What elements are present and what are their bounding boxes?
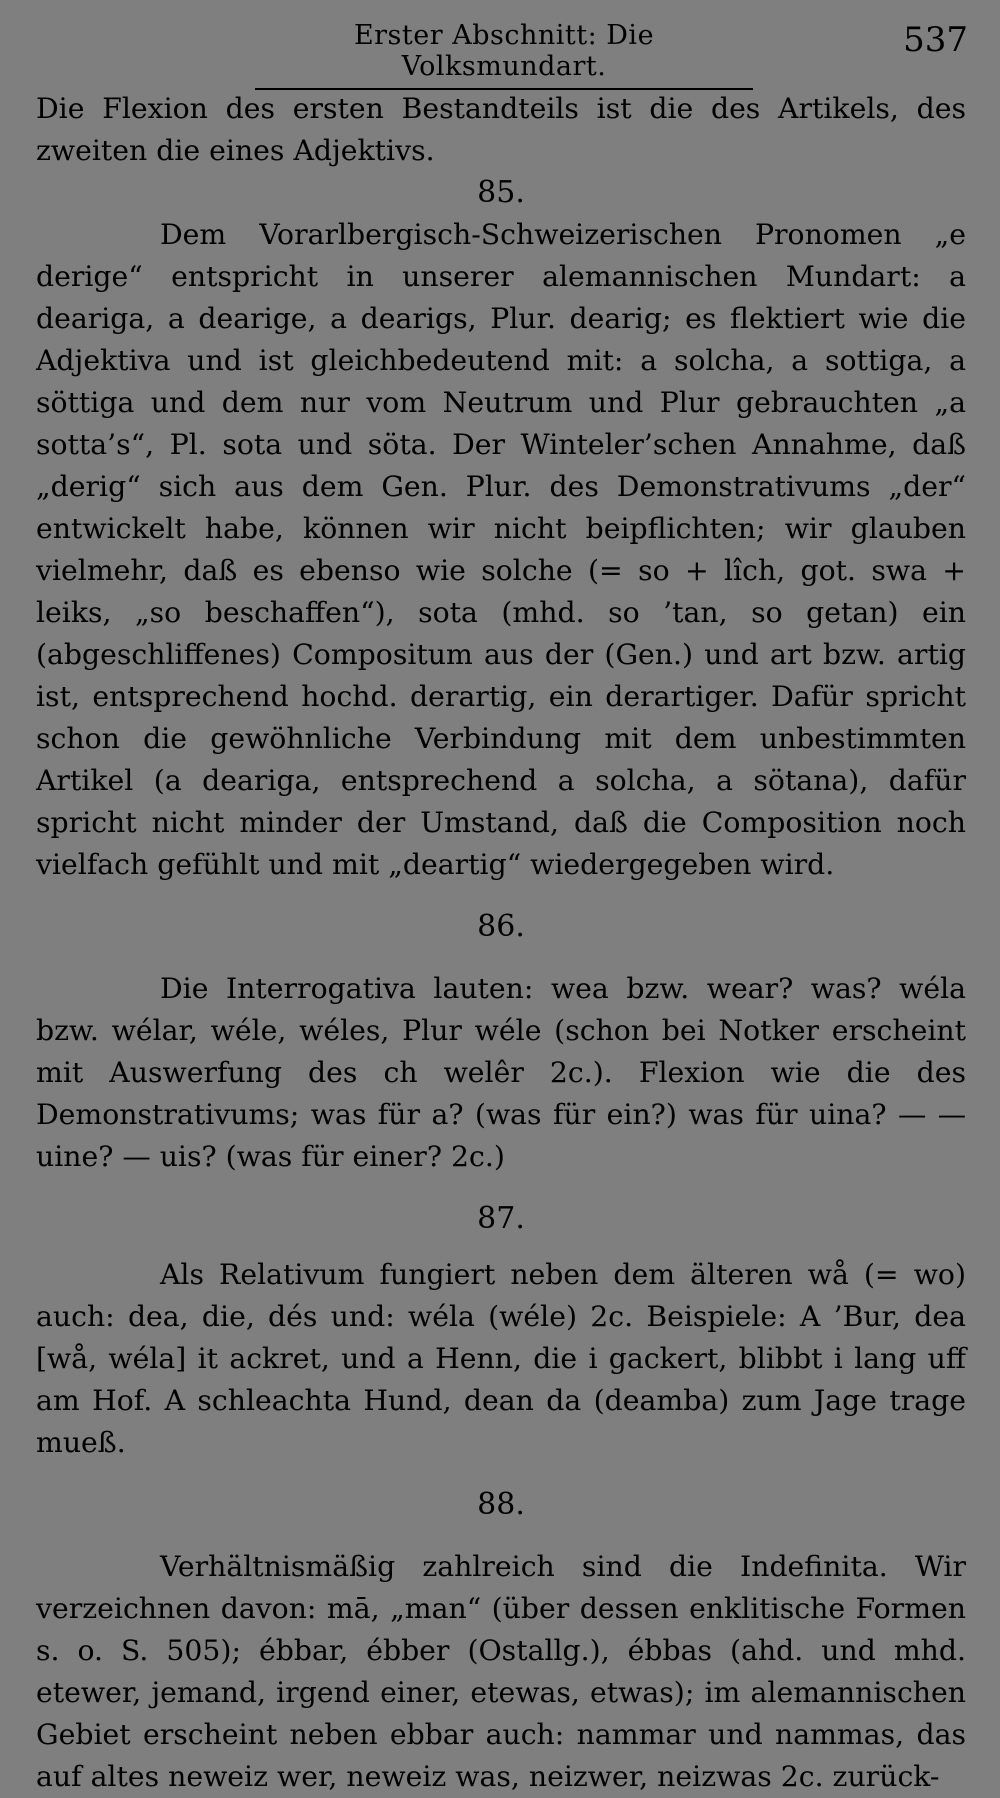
section-heading-85: 85. bbox=[477, 175, 525, 210]
paragraph-85: Dem Vorarlbergisch-Schweizerischen Pronomen „e derige“ entspricht in unserer alemannischen Mundart: a deariga, a dearige, a dearigs, Plur. dearig; es flektiert wie die Adjektiva und ist gleichbedeutend mit: a solcha, a sottiga, a söttiga und dem nur vom Neutrum und Plur gebrauchten „a sotta’s“, Pl. sota und söta. Der Winteler’schen Annahme, daß „derig“ sich aus dem Gen. Plur. des Demonstrativums „der“ entwickelt habe, können wir nicht beipflichten; wir glauben vielmehr, daß es ebenso wie solche (= so + lîch, got. swa + leiks, „so beschaffen“), sota (mhd. so ’tan, so getan) ein (abgeschliffenes) Compositum aus der (Gen.) und art bzw. artig ist, entsprechend hochd. derartig, ein derartiger. Dafür spricht schon die gewöhnliche Verbindung mit dem unbestimmten Artikel (a deariga, entsprechend a solcha, a sötana), dafür spricht nicht minder der Umstand, daß die Composition noch vielfach gefühlt und mit „deartig“ wiedergegeben wird. bbox=[36, 218, 966, 881]
paragraph-86: Die Interrogativa lauten: wea bzw. wear? was? wéla bzw. wélar, wéle, wéles, Plur wéle (schon bei Notker erscheint mit Auswerfung des ch welêr 2c.). Flexion wie die des Demonstrativums; was für a? (was für ein?) was für uina? — — uine? — uis? (was für einer? 2c.) bbox=[36, 972, 966, 1173]
section-heading-87: 87. bbox=[477, 1201, 525, 1236]
paragraph-88: Verhältnismäßig zahlreich sind die Indefinita. Wir verzeichnen davon: mā, „man“ (über dessen enklitische Formen s. o. S. 505); ébbar, ébber (Ostallg.), ébbas (ahd. und mhd. etewer, jemand, irgend einer, etewas, etwas); im alemannischen Gebiet erscheint neben ebbar auch: nammar und nammas, das auf altes neweiz wer, neweiz was, neizwer, neizwas 2c. zurück- bbox=[36, 1550, 966, 1793]
page-body bbox=[36, 88, 966, 1798]
paragraph-intro: Die Flexion des ersten Bestandteils ist die des Artikels, des zweiten die eines Adjektivs. bbox=[36, 92, 966, 167]
page-number: 537 bbox=[903, 20, 968, 60]
paragraph-87: Als Relativum fungiert neben dem älteren wå (= wo) auch: dea, die, dés und: wéla (wéle) 2c. Beispiele: A ’Bur, dea [wå, wéla] it ackret, und a Henn, die i gackert, blibbt i lang uff am Hof. A schleachta Hund, dean da (deamba) zum Jage trage mueß. bbox=[36, 1258, 966, 1459]
section-heading-88: 88. bbox=[477, 1487, 525, 1522]
section-heading-86: 86. bbox=[477, 909, 525, 944]
running-title: Erster Abschnitt: Die Volksmundart. bbox=[255, 20, 753, 90]
